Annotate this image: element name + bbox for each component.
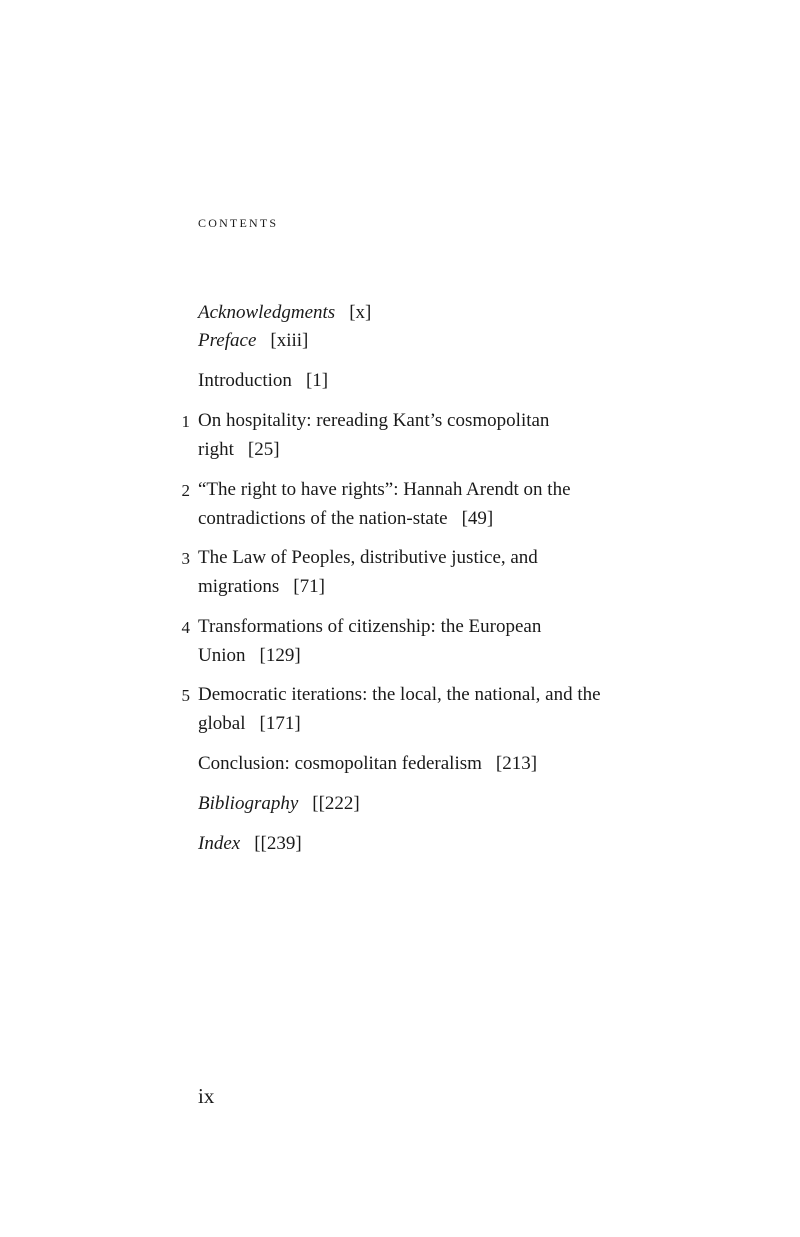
toc-entry-title: Introduction xyxy=(198,370,292,391)
toc-entry-title: Transformations of citizenship: the European Union xyxy=(198,616,542,666)
toc-entry-title: Conclusion: cosmopolitan federalism xyxy=(198,753,482,774)
toc-entry-preface[interactable] xyxy=(198,327,608,356)
toc-entry-acknowledgments[interactable] xyxy=(198,299,608,328)
toc-entry-title: The Law of Peoples, distributive justice, and migrations xyxy=(198,547,538,597)
toc-entry-chapter-3[interactable] xyxy=(181,544,608,601)
toc-entry-chapter-1[interactable] xyxy=(181,407,608,464)
toc-entry-index[interactable] xyxy=(198,830,608,859)
toc-entry-page: [xiii] xyxy=(270,330,309,351)
toc-entry-title: Bibliography xyxy=(198,793,299,814)
toc-entry-chapter-4[interactable] xyxy=(181,613,608,670)
chapter-number: 2 xyxy=(181,481,190,500)
toc-entry-page: [129] xyxy=(259,644,301,666)
toc-entry-page: [213] xyxy=(495,753,538,774)
chapter-number: 4 xyxy=(181,618,190,637)
toc-entry-title: Acknowledgments xyxy=(198,302,336,323)
toc-entry-page: [1] xyxy=(305,370,329,391)
page-title: contents xyxy=(198,212,279,231)
toc-entry-title: Preface xyxy=(198,330,257,351)
toc-entry-page: [25] xyxy=(247,438,280,460)
toc-entry-chapter-5[interactable] xyxy=(181,681,608,738)
toc-entry-chapter-2[interactable] xyxy=(181,476,608,533)
toc-entry-conclusion[interactable] xyxy=(198,750,608,779)
chapter-number: 1 xyxy=(181,412,190,431)
toc-entry-page: [71] xyxy=(293,575,325,597)
chapter-number: 3 xyxy=(181,549,190,568)
toc-entry-page: [171] xyxy=(259,712,301,734)
toc-entry-title: “The right to have rights”: Hannah Arendt on the contradictions of the nation-state xyxy=(198,479,571,529)
toc-entry-title: On hospitality: rereading Kant’s cosmopolitan right xyxy=(198,410,550,460)
toc-entry-bibliography[interactable] xyxy=(198,790,608,819)
toc-entry-title: Index xyxy=(198,833,241,854)
toc-entry-title: Democratic iterations: the local, the national, and the global xyxy=(198,684,601,734)
toc-entry-introduction[interactable] xyxy=(198,367,608,396)
toc-entry-page: [[222] xyxy=(312,793,360,814)
toc-entry-page: [[239] xyxy=(254,833,302,854)
toc-entry-page: [x] xyxy=(349,302,372,323)
toc-entry-page: [49] xyxy=(461,507,494,529)
chapter-number: 5 xyxy=(181,686,190,705)
page-number: ix xyxy=(198,1084,215,1108)
